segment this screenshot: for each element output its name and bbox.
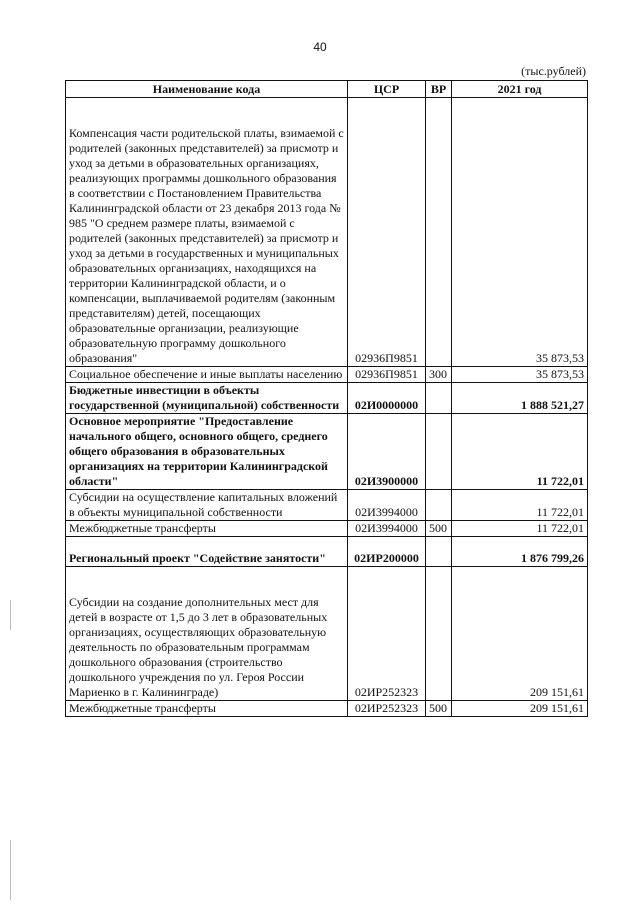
row-vr: 500 xyxy=(426,701,452,717)
table-row xyxy=(66,383,588,414)
row-csr: 02936П9851 xyxy=(348,98,426,367)
row-amount: 35 873,53 xyxy=(452,98,588,367)
table-row xyxy=(66,98,588,367)
row-amount: 11 722,01 xyxy=(452,490,588,521)
table-row xyxy=(66,567,588,701)
table-row xyxy=(66,521,588,537)
row-vr xyxy=(426,98,452,367)
page-number: 40 xyxy=(313,40,327,54)
row-name: Основное мероприятие "Предоставление начального общего, основного общего, среднего общего образования в образовательных организациях на территории Калининградской области" xyxy=(66,414,348,490)
table-row xyxy=(66,490,588,521)
row-csr: 02ИР200000 xyxy=(348,537,426,567)
row-amount: 209 151,61 xyxy=(452,567,588,701)
row-vr xyxy=(426,537,452,567)
row-name: Межбюджетные трансферты xyxy=(66,701,348,717)
row-csr: 02И3994000 xyxy=(348,521,426,537)
scan-mark xyxy=(10,840,11,900)
units-label: (тыс.рублей) xyxy=(521,64,586,78)
row-csr: 02ИР252323 xyxy=(348,701,426,717)
table-row xyxy=(66,414,588,490)
table-row xyxy=(66,537,588,567)
row-csr: 02ИР252323 xyxy=(348,567,426,701)
header-name: Наименование кода xyxy=(66,81,348,98)
row-csr: 02936П9851 xyxy=(348,367,426,383)
row-name: Субсидии на создание дополнительных мест для детей в возрасте от 1,5 до 3 лет в образовательных организациях, осуществляющих образовательную деятельность по образовательным программам дошкольного образования (строительство дошкольного учреждения по ул. Героя России Мариенко в г. Калининграде) xyxy=(66,567,348,701)
row-name: Компенсация части родительской платы, взимаемой с родителей (законных представителей) за присмотр и уход за детьми в образовательных организациях, реализующих программы дошкольного образования в соответствии с Постановлением Правительства Калининградской области от 23 декабря 2013 года № 985 "О среднем размере платы, взимаемой с родителей (законных представителей) за присмотр и уход за детьми в государственных и муниципальных образовательных организациях, находящихся на территории Калининградской области, и о компенсации, выплачиваемой родителям (законным представителям) детей, посещающих образовательные организации, реализующие образовательную программу дошкольного образования" xyxy=(66,98,348,367)
row-name: Межбюджетные трансферты xyxy=(66,521,348,537)
header-year: 2021 год xyxy=(452,81,588,98)
budget-table xyxy=(65,80,588,717)
header-csr: ЦСР xyxy=(348,81,426,98)
row-amount: 1 876 799,26 xyxy=(452,537,588,567)
row-csr: 02И0000000 xyxy=(348,383,426,414)
table-header-row xyxy=(66,81,588,98)
row-amount: 11 722,01 xyxy=(452,414,588,490)
row-amount: 209 151,61 xyxy=(452,701,588,717)
row-vr xyxy=(426,567,452,701)
row-amount: 35 873,53 xyxy=(452,367,588,383)
scan-mark xyxy=(10,600,11,630)
row-amount: 1 888 521,27 xyxy=(452,383,588,414)
row-amount: 11 722,01 xyxy=(452,521,588,537)
row-vr xyxy=(426,414,452,490)
row-name: Субсидии на осуществление капитальных вложений в объекты муниципальной собственности xyxy=(66,490,348,521)
row-name: Социальное обеспечение и иные выплаты населению xyxy=(66,367,348,383)
row-name: Региональный проект "Содействие занятости" xyxy=(66,537,348,567)
row-vr xyxy=(426,490,452,521)
row-csr: 02И3994000 xyxy=(348,490,426,521)
row-vr: 500 xyxy=(426,521,452,537)
header-vr: ВР xyxy=(426,81,452,98)
row-vr xyxy=(426,383,452,414)
row-vr: 300 xyxy=(426,367,452,383)
table-row xyxy=(66,367,588,383)
row-name: Бюджетные инвестиции в объекты государственной (муниципальной) собственности xyxy=(66,383,348,414)
table-row xyxy=(66,701,588,717)
row-csr: 02И3900000 xyxy=(348,414,426,490)
